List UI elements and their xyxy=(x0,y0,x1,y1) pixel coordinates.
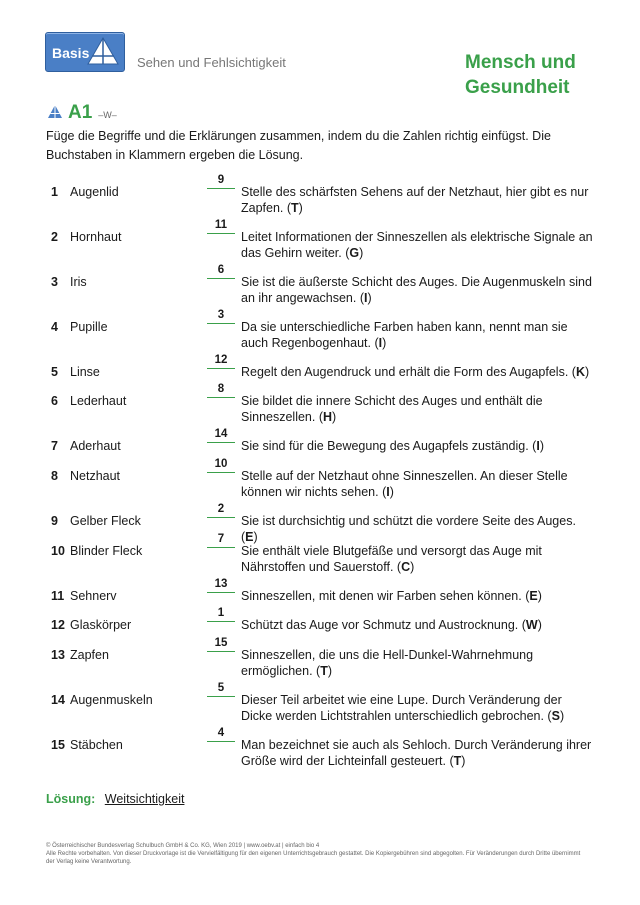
term-label: Lederhaut xyxy=(70,394,127,408)
solution-letter: I xyxy=(364,291,368,305)
solution-letter: G xyxy=(349,246,360,260)
description: Regelt den Augendruck und erhält die Form des Augapfels. (K) xyxy=(241,365,590,379)
term-number: 11 xyxy=(51,589,65,603)
description-text: Stelle des schärfsten Sehens auf der Netzhaut, hier gibt es nur Zapfen. xyxy=(241,185,589,215)
match-row xyxy=(46,264,606,314)
solution-letter: H xyxy=(323,410,333,424)
answer-field[interactable]: 4 xyxy=(207,727,235,742)
match-row xyxy=(46,219,606,269)
solution-letter: T xyxy=(320,664,328,678)
match-row xyxy=(46,682,606,732)
task-header xyxy=(48,102,117,124)
description: Da sie unterschiedliche Farben haben kann, nennt man sie auch Regenbogenhaut. (I) xyxy=(241,320,568,350)
solution-letter: E xyxy=(529,589,538,603)
match-row xyxy=(46,533,606,583)
term-number: 5 xyxy=(51,365,58,379)
term-label: Iris xyxy=(70,275,87,289)
answer-field[interactable]: 9 xyxy=(207,174,235,189)
description: Sie ist die äußerste Schicht des Auges. Die Augenmuskeln sind an ihr angewachsen. (I) xyxy=(241,275,592,305)
solution xyxy=(46,792,184,806)
solution-word: Weitsichtigkeit xyxy=(104,792,185,806)
description-text: Da sie unterschiedliche Farben haben kann, nennt man sie auch Regenbogenhaut. xyxy=(241,320,568,350)
term-number: 6 xyxy=(51,394,58,408)
description: Schützt das Auge vor Schmutz und Austrocknung. (W) xyxy=(241,618,542,632)
footer-rights: Alle Rechte vorbehalten. Von dieser Druckvorlage ist die Vervielfältigung für den eigenen Unterrichtsgebrauch gestattet. Die Kopiergebühren sind abgegolten. Für Veränderungen durch Dritte übernimmt der Verlag keine Verantwortung. xyxy=(46,851,581,865)
term-number: 7 xyxy=(51,439,58,453)
answer-field[interactable]: 14 xyxy=(207,428,235,443)
term-label: Aderhaut xyxy=(70,439,121,453)
term-number: 3 xyxy=(51,275,58,289)
solution-letter: E xyxy=(245,530,254,544)
term-label: Netzhaut xyxy=(70,469,121,483)
answer-field[interactable]: 5 xyxy=(207,682,235,697)
term-number: 14 xyxy=(51,693,65,707)
term-number: 4 xyxy=(51,320,58,334)
solution-letter: K xyxy=(575,365,585,379)
term-label: Stäbchen xyxy=(70,738,123,752)
description: Sinneszellen, mit denen wir Farben sehen können. (E) xyxy=(241,589,542,603)
term-label: Gelber Fleck xyxy=(70,514,141,528)
description: Sie sind für die Bewegung des Augapfels zuständig. (I) xyxy=(241,439,544,453)
match-row xyxy=(46,458,606,508)
description: Leitet Informationen der Sinneszellen als elektrische Signale an das Gehirn weiter. (G) xyxy=(241,230,593,260)
solution-letter: C xyxy=(401,560,411,574)
description-text: Sie enthält viele Blutgefäße und versorgt das Auge mit Nährstoffen und Sauerstoff. xyxy=(241,544,542,574)
description: Dieser Teil arbeitet wie eine Lupe. Durch Veränderung der Dicke werden Lichtstrahlen unterschiedlich gebrochen. (S) xyxy=(241,693,565,723)
term-label: Glaskörper xyxy=(70,618,132,632)
description-text: Stelle auf der Netzhaut ohne Sinneszellen. An dieser Stelle können wir nichts sehen. xyxy=(241,469,568,499)
description-text: Dieser Teil arbeitet wie eine Lupe. Durch Veränderung der Dicke werden Lichtstrahlen unterschiedlich gebrochen. xyxy=(241,693,562,723)
description: Man bezeichnet sie auch als Sehloch. Durch Veränderung ihrer Größe wird der Lichteinfall gesteuert. (T) xyxy=(241,738,592,768)
term-label: Augenmuskeln xyxy=(70,693,153,707)
solution-label: Lösung: xyxy=(46,792,96,806)
footer-copyright: © Österreichischer Bundesverlag Schulbuch GmbH & Co. KG, Wien 2019 | www.oebv.at | einfach bio 4 xyxy=(46,843,320,849)
brand-title xyxy=(465,50,576,100)
term-label: Linse xyxy=(70,365,100,379)
solution-letter: I xyxy=(386,485,390,499)
footer xyxy=(46,842,586,866)
logo-text: Basis xyxy=(52,45,90,61)
answer-field[interactable]: 11 xyxy=(207,219,235,234)
answer-field[interactable]: 1 xyxy=(207,607,235,622)
answer-field[interactable]: 6 xyxy=(207,264,235,279)
description: Stelle auf der Netzhaut ohne Sinneszellen. An dieser Stelle können wir nichts sehen. (I) xyxy=(241,469,568,499)
answer-field[interactable]: 13 xyxy=(207,578,235,593)
solution-letter: I xyxy=(378,336,383,350)
description-text: Leitet Informationen der Sinneszellen als elektrische Signale an das Gehirn weiter. xyxy=(241,230,593,260)
subject-title: Sehen und Fehlsichtigkeit xyxy=(137,55,286,70)
match-row xyxy=(46,309,606,359)
solution-letter: T xyxy=(291,201,299,215)
term-label: Blinder Fleck xyxy=(70,544,143,558)
basis-logo-triangle-icon xyxy=(86,36,120,66)
term-label: Sehnerv xyxy=(70,589,117,603)
term-number: 9 xyxy=(51,514,58,528)
description-text: Schützt das Auge vor Schmutz und Austrocknung. xyxy=(241,618,519,632)
term-label: Hornhaut xyxy=(70,230,122,244)
description-text: Sie sind für die Bewegung des Augapfels zuständig. xyxy=(241,439,529,453)
answer-field[interactable]: 10 xyxy=(207,458,235,473)
solution-letter: I xyxy=(536,439,540,453)
description: Stelle des schärfsten Sehens auf der Netzhaut, hier gibt es nur Zapfen. (T) xyxy=(241,185,589,215)
answer-field[interactable]: 2 xyxy=(207,503,235,518)
description: Sie bildet die innere Schicht des Auges und enthält die Sinneszellen. (H) xyxy=(241,394,543,424)
description-text: Regelt den Augendruck und erhält die Form des Augapfels. xyxy=(241,365,569,379)
description: Sie ist durchsichtig und schützt die vordere Seite des Auges. (E) xyxy=(241,514,576,544)
answer-field[interactable]: 7 xyxy=(207,533,235,548)
brand-line-2: Gesundheit xyxy=(465,77,570,98)
answer-field[interactable]: 3 xyxy=(207,309,235,324)
description-text: Sie ist die äußerste Schicht des Auges. Die Augenmuskeln sind an ihr angewachsen. xyxy=(241,275,592,305)
task-number: A1 xyxy=(68,102,93,123)
answer-field[interactable]: 15 xyxy=(207,637,235,652)
answer-field[interactable]: 8 xyxy=(207,383,235,398)
solution-letter: W xyxy=(525,618,538,632)
description-text: Sinneszellen, die uns die Hell-Dunkel-Wahrnehmung ermöglichen. xyxy=(241,648,534,678)
solution-letter: T xyxy=(453,754,462,768)
description: Sinneszellen, die uns die Hell-Dunkel-Wahrnehmung ermöglichen. (T) xyxy=(241,648,534,678)
term-number: 1 xyxy=(51,185,58,199)
answer-field[interactable]: 12 xyxy=(207,354,235,369)
description-text: Sinneszellen, mit denen wir Farben sehen können. xyxy=(241,589,522,603)
basis-logo xyxy=(45,32,125,72)
description-text: Sie ist durchsichtig und schützt die vordere Seite des Auges. xyxy=(241,514,576,528)
description-text: Man bezeichnet sie auch als Sehloch. Durch Veränderung ihrer Größe wird der Lichteinfall gesteuert. xyxy=(241,738,592,768)
term-number: 2 xyxy=(51,230,58,244)
term-number: 13 xyxy=(51,648,65,662)
description-text: Sie bildet die innere Schicht des Auges und enthält die Sinneszellen. xyxy=(241,394,543,424)
match-row xyxy=(46,727,606,777)
task-instruction: Füge die Begriffe und die Erklärungen zusammen, indem du die Zahlen richtig einfügst. Die Buchstaben in Klammern ergeben die Lösung. xyxy=(46,129,551,162)
match-row xyxy=(46,383,606,433)
match-row xyxy=(46,637,606,687)
term-number: 10 xyxy=(51,544,65,558)
match-row xyxy=(46,174,606,224)
term-label: Augenlid xyxy=(70,185,119,199)
level-triangle-icon xyxy=(48,105,62,118)
description: Sie enthält viele Blutgefäße und versorgt das Auge mit Nährstoffen und Sauerstoff. (C) xyxy=(241,544,542,574)
term-number: 12 xyxy=(51,618,65,632)
term-label: Pupille xyxy=(70,320,108,334)
brand-line-1: Mensch und xyxy=(465,52,576,73)
solution-letter: S xyxy=(551,709,560,723)
term-number: 8 xyxy=(51,469,58,483)
task-level: –W– xyxy=(98,110,117,120)
term-number: 15 xyxy=(51,738,65,752)
term-label: Zapfen xyxy=(70,648,109,662)
